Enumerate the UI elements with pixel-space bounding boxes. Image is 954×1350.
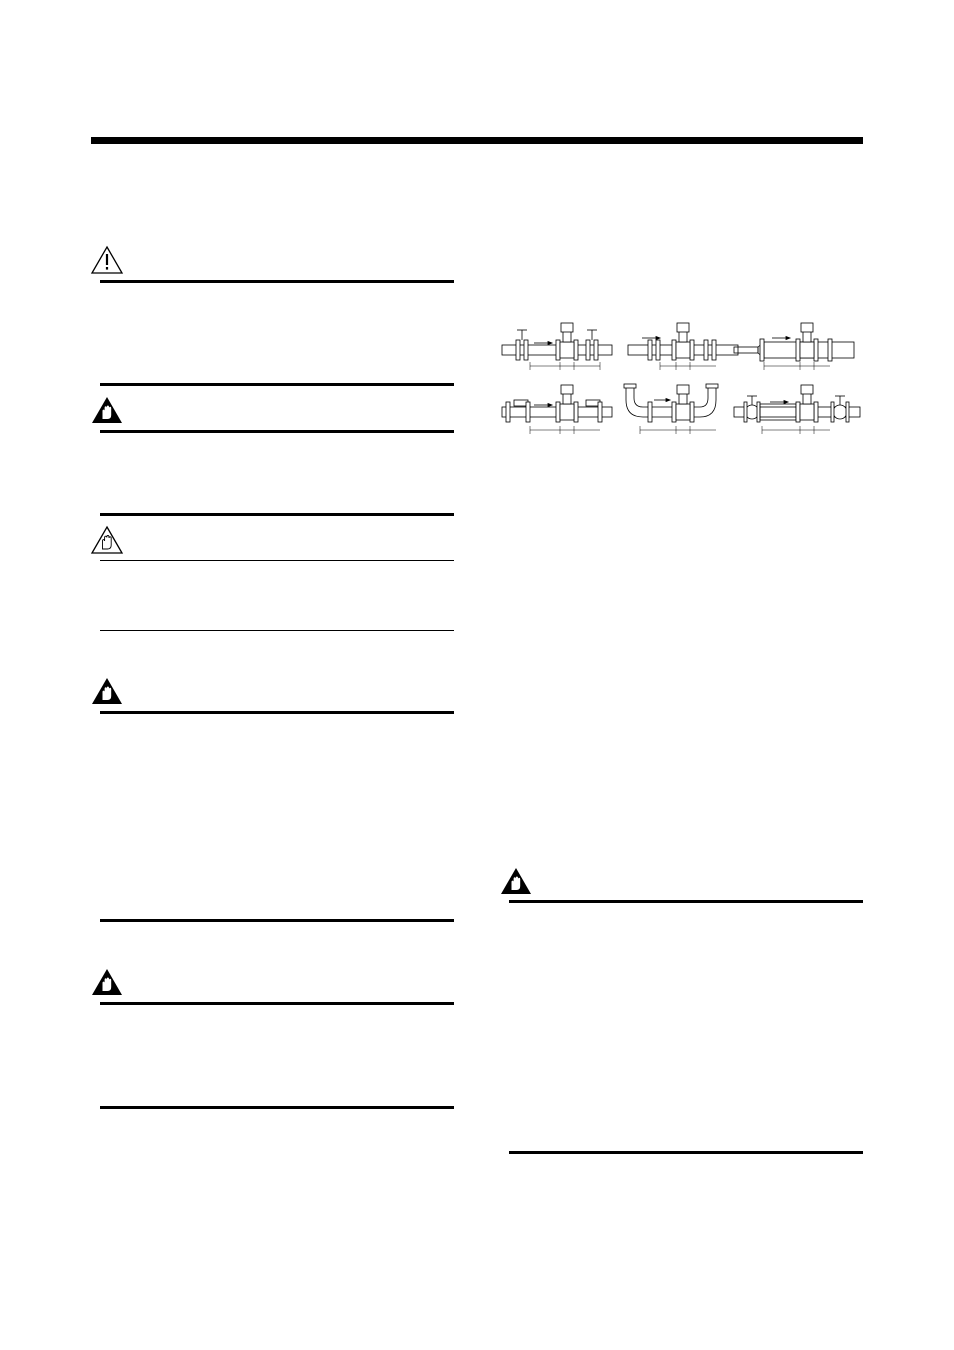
important-1-top-rule [100,430,454,433]
important-1-bottom-rule [100,513,454,516]
important-3-top-rule [100,1002,454,1005]
panel-5-elbows [624,384,718,434]
piping-installation-figure [500,318,864,438]
panel-6-valves [734,385,860,434]
important-2-bottom-rule [100,919,454,922]
panel-3-expander [734,323,854,370]
note-hand-icon [90,525,124,555]
note-top-rule [100,560,454,561]
important-hand-icon [499,866,533,896]
header-rule [91,137,863,144]
note-bottom-rule [100,630,454,631]
panel-2-reducer [628,323,738,370]
important-4-top-rule [509,900,863,903]
important-hand-icon [90,676,124,706]
important-2-top-rule [100,711,454,714]
important-4-bottom-rule [509,1151,863,1154]
important-hand-icon [90,967,124,997]
important-hand-icon [90,395,124,425]
panel-1-valves [502,323,612,370]
caution-bottom-rule [100,383,454,386]
important-3-bottom-rule [100,1106,454,1109]
caution-triangle-icon [90,245,124,275]
caution-top-rule [100,280,454,283]
panel-4-tee [502,385,612,434]
